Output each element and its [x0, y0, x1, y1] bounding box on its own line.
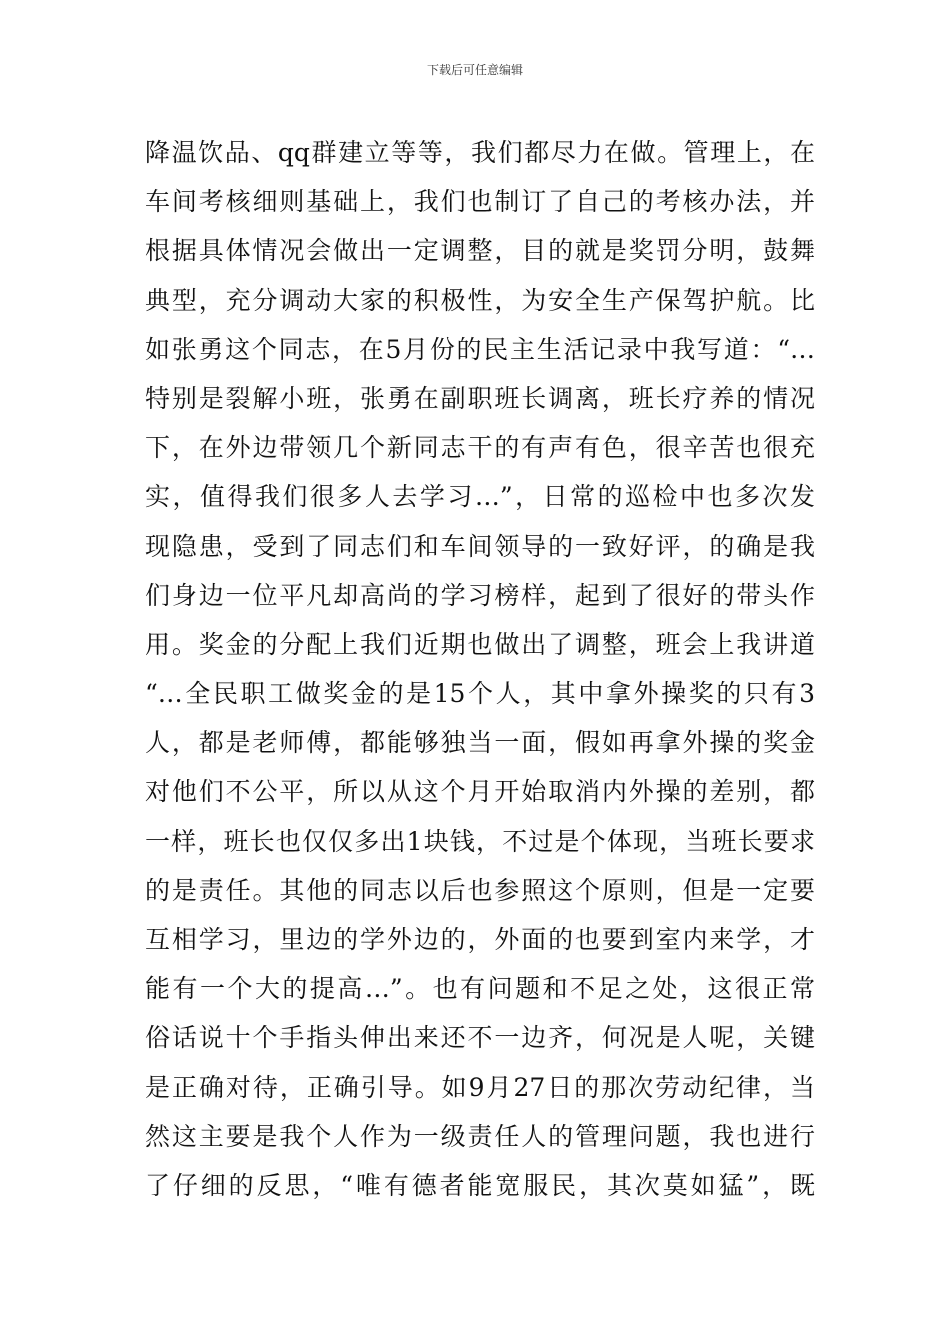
- text-line: 现隐患，受到了同志们和车间领导的一致好评，的确是我: [145, 531, 815, 561]
- text-line: 如张勇这个同志，在5月份的民主生活记录中我写道：“…: [145, 334, 815, 364]
- text-line: 俗话说十个手指头伸出来还不一边齐，何况是人呢，关键: [145, 1023, 815, 1053]
- text-line: “…全民职工做奖金的是15个人，其中拿外操奖的只有3: [145, 679, 815, 709]
- text-line: 典型，充分调动大家的积极性，为安全生产保驾护航。比: [145, 285, 815, 315]
- text-line: 降温饮品、qq群建立等等，我们都尽力在做。管理上，在: [145, 138, 815, 167]
- body-text: [145, 128, 815, 1210]
- text-line: 实，值得我们很多人去学习…”，日常的巡检中也多次发: [145, 482, 815, 512]
- text-line: 下，在外边带领几个新同志干的有声有色，很辛苦也很充: [145, 433, 815, 463]
- text-line: 一样，班长也仅仅多出1块钱，不过是个体现，当班长要求: [145, 826, 815, 856]
- text-line: 的是责任。其他的同志以后也参照这个原则，但是一定要: [145, 875, 815, 905]
- text-line: 根据具体情况会做出一定调整，目的就是奖罚分明，鼓舞: [145, 236, 815, 266]
- text-line: 互相学习，里边的学外边的，外面的也要到室内来学，才: [145, 925, 815, 954]
- text-line: 人，都是老师傅，都能够独当一面，假如再拿外操的奖金: [145, 728, 815, 758]
- text-line: 是正确对待，正确引导。如9月27日的那次劳动纪律，当: [145, 1072, 815, 1102]
- text-line: 特别是裂解小班，张勇在副职班长调离，班长疗养的情况: [145, 383, 815, 413]
- text-line: 们身边一位平凡却高尚的学习榜样，起到了很好的带头作: [145, 580, 815, 610]
- text-line: 了仔细的反思，“唯有德者能宽服民，其次莫如猛”，既: [145, 1170, 815, 1200]
- text-line: 车间考核细则基础上，我们也制订了自己的考核办法，并: [145, 187, 815, 217]
- text-line: 然这主要是我个人作为一级责任人的管理问题，我也进行: [145, 1121, 815, 1151]
- page-header: 下载后可任意编辑: [426, 63, 523, 77]
- text-line: 用。奖金的分配上我们近期也做出了调整，班会上我讲道: [145, 629, 815, 659]
- text-line: 能有一个大的提高…”。也有问题和不足之处，这很正常: [145, 974, 815, 1004]
- text-line: 对他们不公平，所以从这个月开始取消内外操的差别，都: [145, 777, 815, 807]
